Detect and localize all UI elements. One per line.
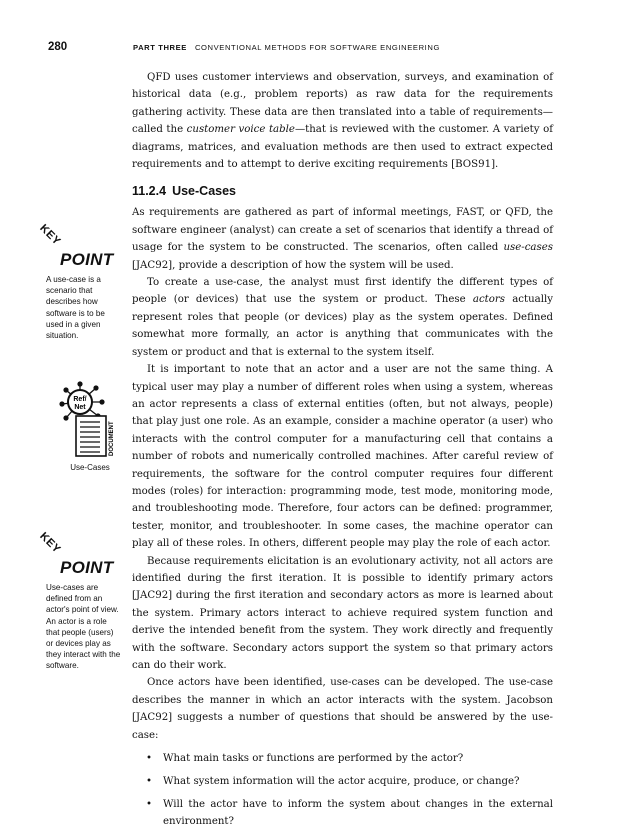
point-label: POINT bbox=[60, 558, 114, 577]
key-point-note-1 bbox=[37, 222, 122, 341]
paragraph-actors bbox=[132, 274, 553, 361]
key-label: KEY bbox=[37, 222, 63, 248]
ref-net-document-icon bbox=[58, 380, 128, 470]
section-number: 11.2.4 bbox=[132, 184, 167, 199]
point-label: POINT bbox=[60, 250, 114, 269]
emphasis: actors bbox=[472, 294, 505, 306]
list-item: • What system information will the actor acquire, produce, or change? bbox=[132, 773, 553, 790]
key-point-text: Use-cases are defined from an actor's point of view. An actor is a role that people (users) or devices play as they interact with the software. bbox=[46, 583, 121, 671]
key-point-badge bbox=[37, 222, 122, 272]
key-point-badge bbox=[37, 530, 122, 580]
key-point-text: A use-case is a scenario that describes how software is to be used in a given situation. bbox=[46, 275, 105, 341]
paragraph-use-case-questions: Once actors have been identified, use-cases can be developed. The use-case describes the manner in which an actor interacts with the system. Jacobson [JAC92] suggests a number of questions that should be answered by the use-case: bbox=[132, 677, 553, 741]
chapter-title: CONVENTIONAL METHODS FOR SOFTWARE ENGINEERING bbox=[194, 43, 440, 52]
paragraph-evolutionary: Because requirements elicitation is an evolutionary activity, not all actors are identified during the first iteration. It is possible to identify primary actors [JAC92] during the first iteration and secondary actors as more is learned about the system. Primary actors interact to achieve required system function and derive the intended benefit from the system. They work directly and frequently with the software. Secondary actors support the system so that primary actors can do their work. bbox=[132, 555, 553, 671]
emphasis: customer voice table bbox=[186, 124, 295, 136]
paragraph-scenarios bbox=[132, 204, 553, 274]
list-item: • Will the actor have to inform the system about changes in the external environment? bbox=[132, 796, 553, 830]
text-run: —that is reviewed with the customer. A variety of diagrams, matrices, and evaluation methods are then used to extract expected requirements and to attempt to derive exciting requirements [BOS91]. bbox=[132, 124, 553, 171]
paragraph-qfd bbox=[132, 69, 553, 173]
emphasis: use-cases bbox=[503, 242, 553, 254]
text-run: QFD uses customer interviews and observation, surveys, and examination of historical data (e.g., problem reports) as raw data for the requirements gathering activity. These data are then translated into a table of requirements—called the bbox=[132, 72, 553, 136]
doc-icon-label: Use-Cases bbox=[70, 463, 110, 472]
paragraph-actor-vs-user: It is important to note that an actor and a user are not the same thing. A typical user may play a number of different roles when using a system, whereas an actor represents a class of external entities (often, but not always, people) that play just one role. As an example, consider a machine operator (a user) who interacts with the control computer for a manufacturing cell that contains a number of robots and numerically controlled machines. After careful review of requirements, the software for the control computer requires four different modes (roles) for interaction: programming mode, test mode, monitoring mode, and troubleshooting mode. Therefore, four actors can be defined: programmer, tester, monitor, and troubleshooter. In some cases, the machine operator can play all of these roles. In others, different people may play the role of each actor. bbox=[132, 364, 553, 550]
part-label: PART THREE bbox=[133, 43, 187, 52]
net-text: Net bbox=[74, 404, 86, 411]
text-run: As requirements are gathered as part of informal meetings, FAST, or QFD, the software engineer (analyst) can create a set of scenarios that identify a thread of usage for the system to be constructed. The scenarios, often called bbox=[132, 207, 553, 254]
document-text: DOCUMENT bbox=[109, 421, 115, 456]
key-label: KEY bbox=[37, 530, 63, 556]
question-list bbox=[132, 750, 553, 830]
body-text bbox=[132, 69, 553, 836]
text-run: [JAC92], provide a description of how the system will be used. bbox=[132, 259, 454, 271]
ref-text: Ref/ bbox=[73, 396, 87, 403]
text-run: actually represent roles that people (or devices) play as the system operates. Defined somewhat more formally, an actor is anything that communicates with the system or product and that is external to the system itself. bbox=[132, 294, 553, 358]
list-item: • What main tasks or functions are performed by the actor? bbox=[132, 750, 553, 767]
running-head bbox=[133, 43, 440, 52]
section-title: Use-Cases bbox=[172, 184, 237, 199]
key-point-note-2 bbox=[37, 530, 122, 672]
page-number: 280 bbox=[48, 41, 68, 53]
text-run: To create a use-case, the analyst must first identify the different types of people (or devices) that use the system or product. These bbox=[132, 277, 553, 306]
section-heading bbox=[132, 182, 553, 200]
